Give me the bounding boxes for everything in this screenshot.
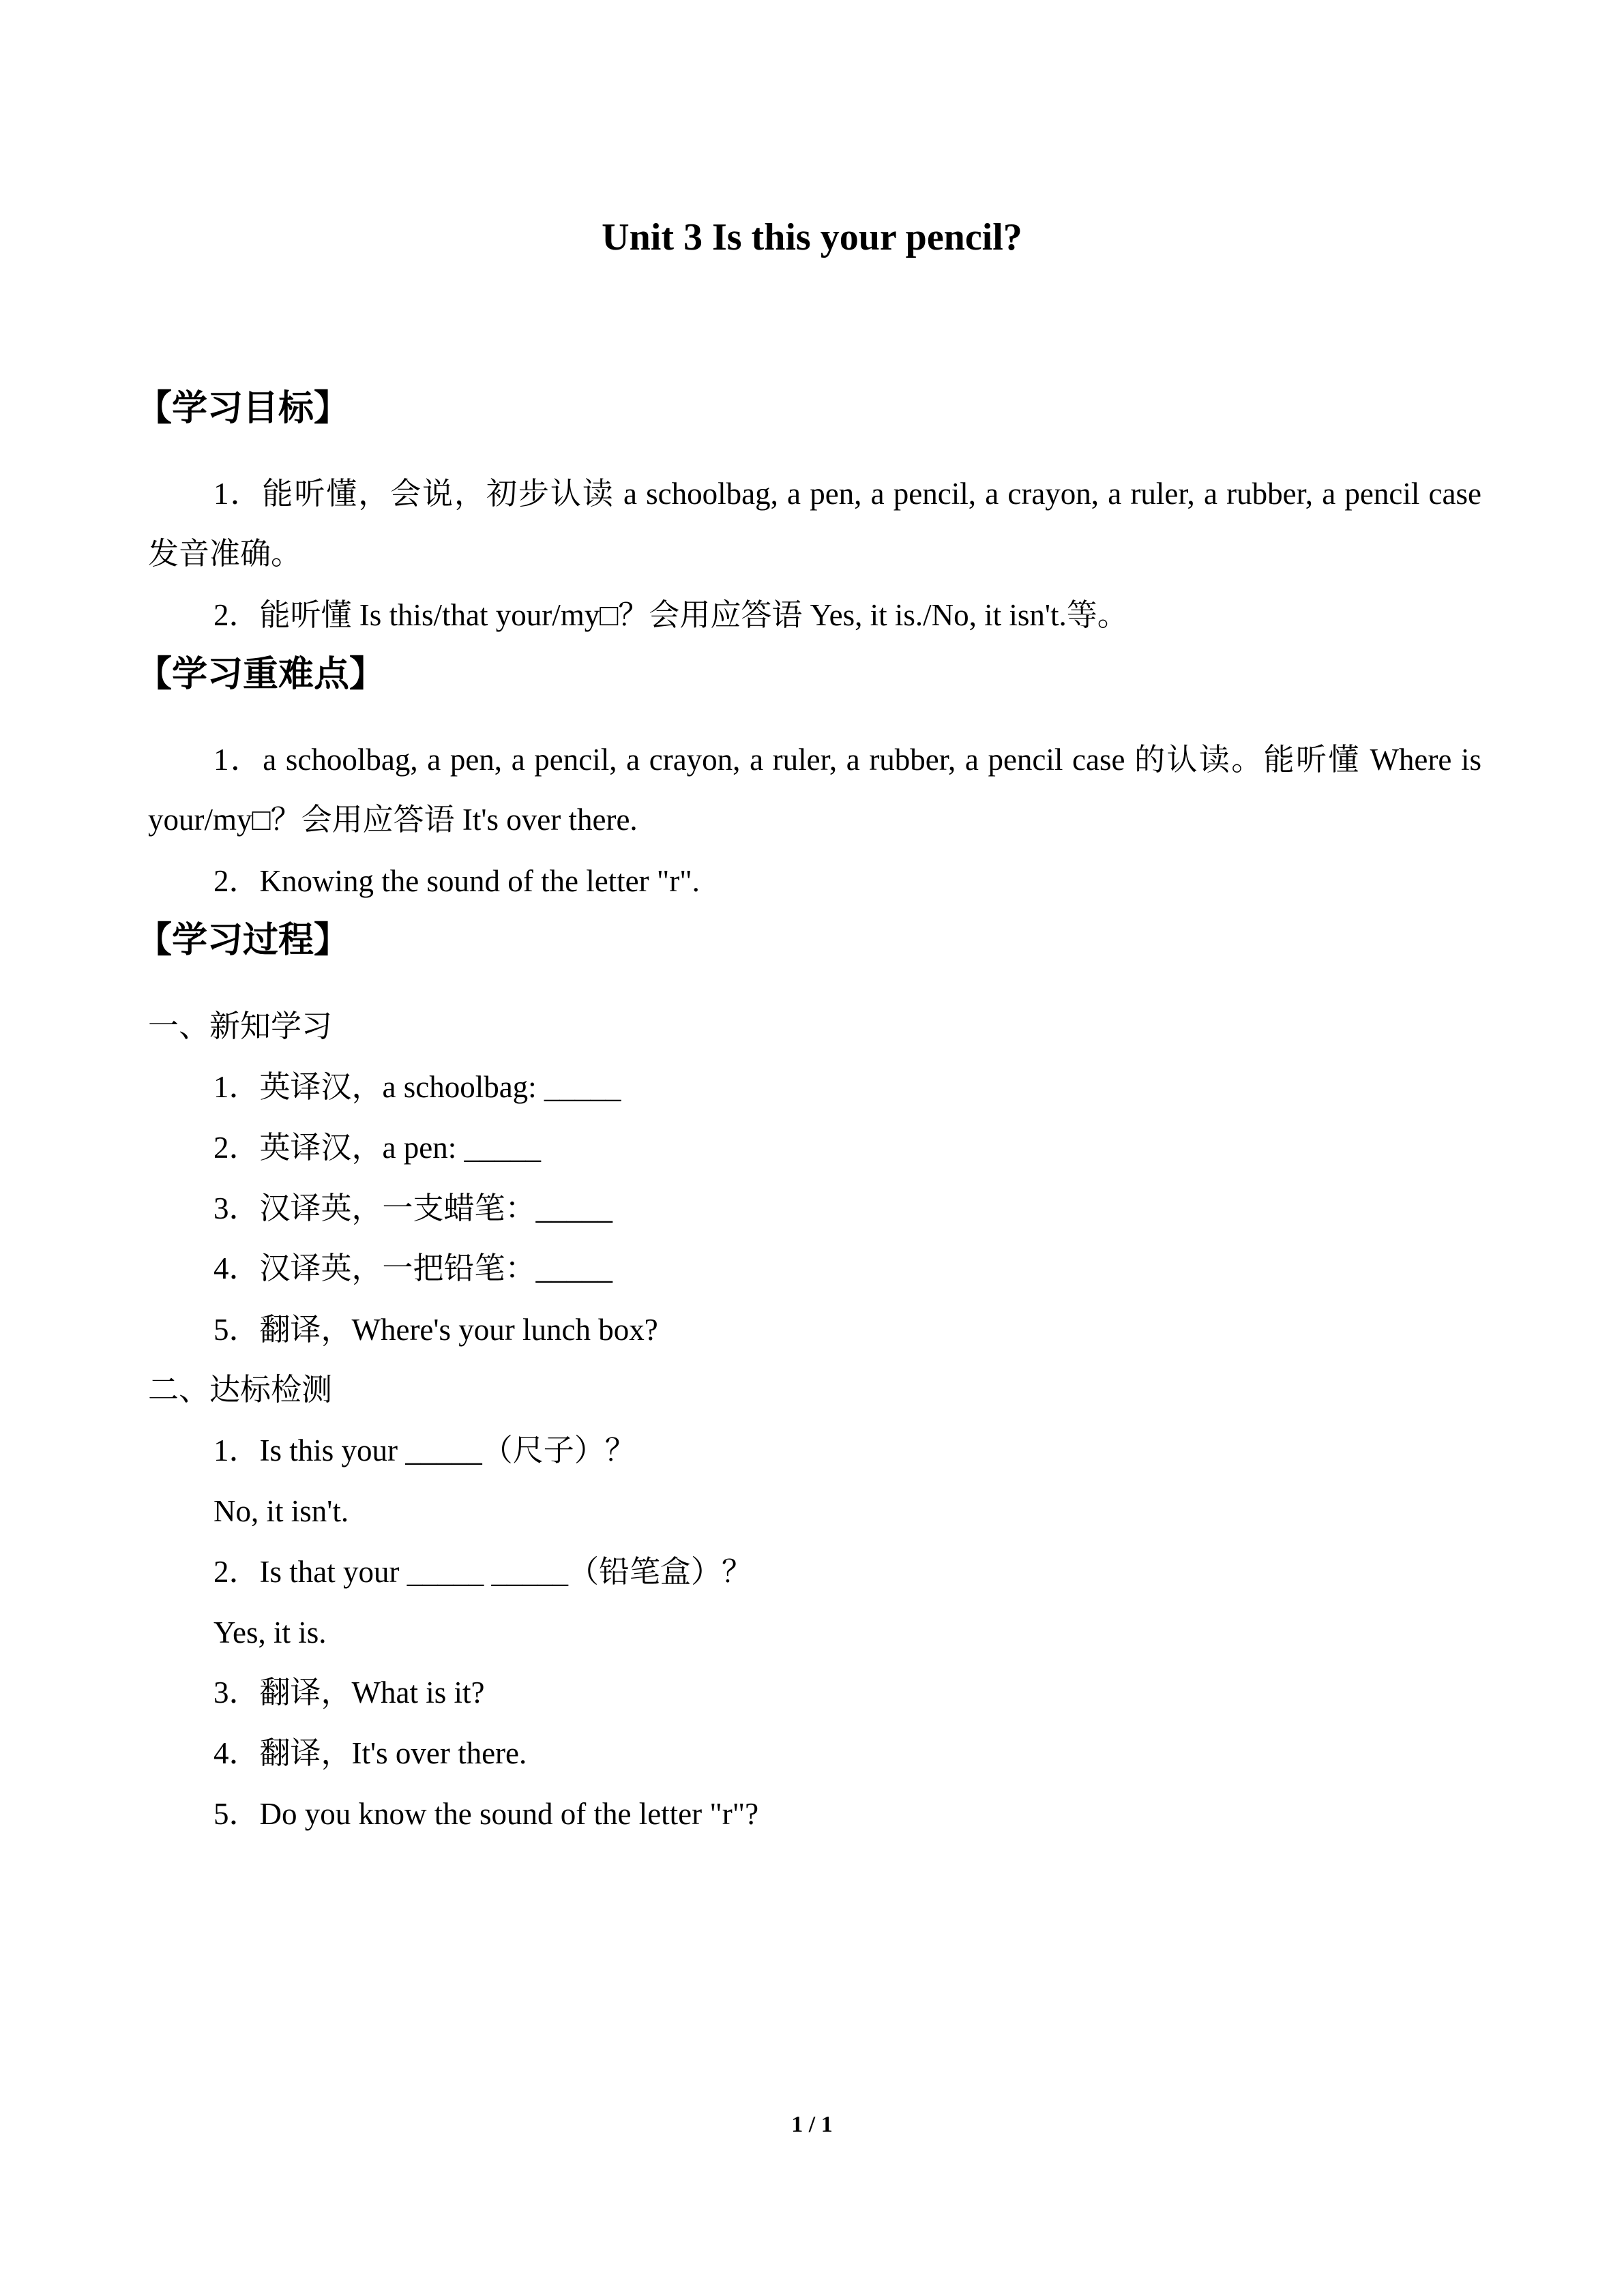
objectives-item-1: 1．能听懂，会说，初步认读 a schoolbag, a pen, a pencil, a crayon, a ruler, a rubber, a pencil case 发音准确。 — [148, 477, 1481, 571]
part2-item-3: 3．翻译，What is it? — [213, 1675, 485, 1710]
part1-item-4: 4．汉译英，一把铅笔：_____ — [213, 1251, 613, 1285]
part2-answer-2: Yes, it is. — [213, 1615, 327, 1650]
page-number: 1 / 1 — [791, 2112, 833, 2137]
objectives-heading: 【学习目标】 — [136, 389, 350, 428]
part1-item-1: 1．英译汉，a schoolbag: _____ — [213, 1070, 621, 1104]
key-points-heading: 【学习重难点】 — [136, 655, 385, 694]
part1-item-2: 2．英译汉，a pen: _____ — [213, 1131, 541, 1165]
part2-item-2: 2．Is that your _____ _____（铅笔盒）？ — [213, 1555, 752, 1589]
part2-item-4: 4．翻译，It's over there. — [213, 1736, 527, 1770]
part1-item-5: 5．翻译，Where's your lunch box? — [213, 1313, 658, 1347]
key-points-item-1: 1．a schoolbag, a pen, a pencil, a crayon, a ruler, a rubber, a pencil case 的认读。能听懂 Where is your/my□？会用应答语 It's over there. — [148, 743, 1481, 837]
objectives-item-2: 2．能听懂 Is this/that your/my□？会用应答语 Yes, it is./No, it isn't.等。 — [213, 598, 1128, 632]
part2-item-1: 1．Is this your _____（尺子）？ — [213, 1433, 636, 1467]
part1-item-3: 3．汉译英，一支蜡笔：_____ — [213, 1191, 613, 1225]
document-title: Unit 3 Is this your pencil? — [602, 216, 1022, 258]
part2-answer-1: No, it isn't. — [213, 1494, 349, 1528]
process-heading: 【学习过程】 — [136, 921, 350, 960]
part2-item-5: 5．Do you know the sound of the letter "r"? — [213, 1797, 759, 1831]
part1-title: 一、新知学习 — [148, 1009, 333, 1043]
key-points-item-2: 2．Knowing the sound of the letter "r". — [213, 864, 700, 898]
part2-title: 二、达标检测 — [148, 1373, 333, 1407]
